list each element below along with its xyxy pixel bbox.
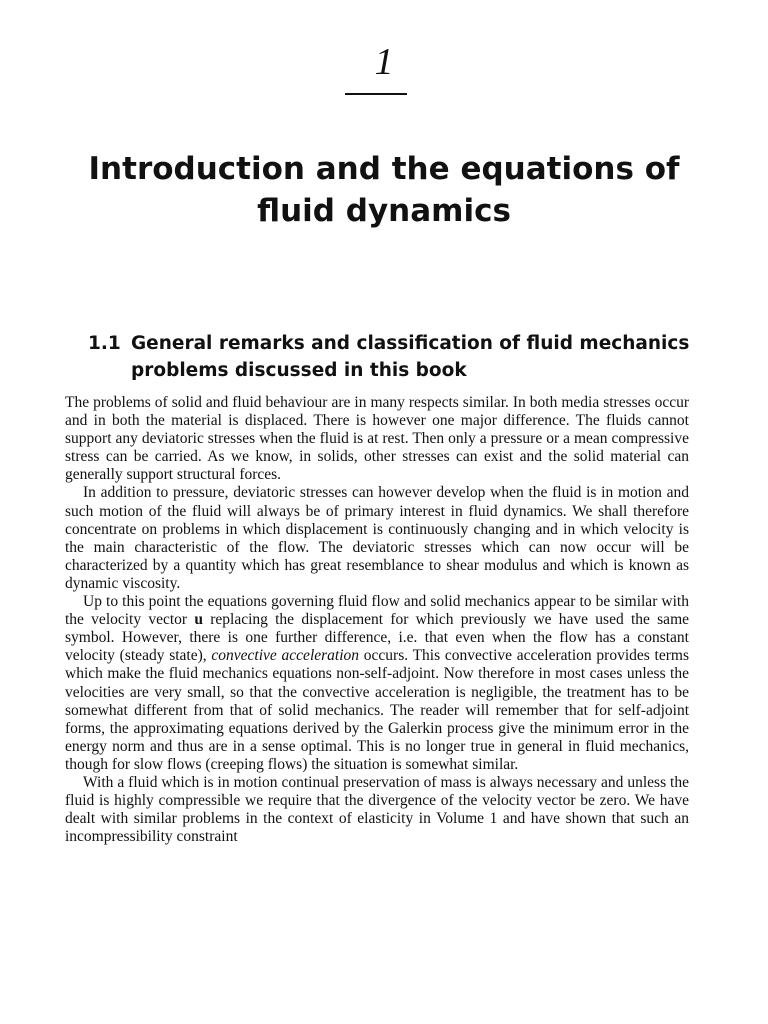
section-heading	[88, 330, 708, 384]
body-text	[65, 394, 689, 846]
paragraph-1: The problems of solid and fluid behaviour are in many respects similar. In both media stresses occur and in both the material is displaced. There is however one major difference. The fluids cannot support any deviatoric stresses when the fluid is at rest. Then only a pressure or a mean compressive stress can be carried. As we know, in solids, other stresses can exist and the solid material can generally support structural forces.	[65, 394, 689, 484]
chapter-rule	[345, 93, 407, 95]
paragraph-3-part-1: Up to this point the equations governing fluid flow and solid mechanics appear to be similar with the velocity vector	[65, 593, 689, 629]
paragraph-3-part-3: occurs. This convective acceleration provides terms which make the fluid mechanics equations non-self-adjoint. Now therefore in most cases unless the velocities are very small, so that the convective acceleration is negligible, the treatment has to be somewhat different from that of solid mechanics. The reader will remember that for self-adjoint forms, the approximating equations derived by the Galerkin process give the minimum error in the energy norm and thus are in a sense optimal. This is no longer true in general in fluid mechanics, though for slow flows (creeping flows) the situation is somewhat similar.	[65, 647, 689, 773]
emphasized-term: convective acceleration	[211, 647, 360, 665]
chapter-title: Introduction and the equations of fluid dynamics	[88, 151, 680, 229]
paragraph-4: With a fluid which is in motion continual preservation of mass is always necessary and unless the fluid is highly compressible we require that the divergence of the velocity vector be zero. We have dealt with similar problems in the context of elasticity in Volume 1 and have shown that such an incompressibility constraint	[65, 773, 689, 846]
paragraph-2: In addition to pressure, deviatoric stresses can however develop when the fluid is in motion and such motion of the fluid will always be of primary interest in fluid dynamics. We shall therefore concentrate on problems in which displacement is continuously changing and in which velocity is the main characteristic of the flow. The deviatoric stresses which can now occur will be characterized by a quantity which has great resemblance to shear modulus and which is known as dynamic viscosity.	[65, 484, 689, 592]
section-title: General remarks and classification of fluid mechanics problems discussed in this book	[131, 333, 690, 381]
section-number: 1.1	[88, 333, 121, 354]
paragraph-3	[65, 593, 689, 774]
velocity-vector-symbol: u	[194, 611, 203, 629]
chapter-number: 1	[374, 41, 394, 83]
paragraph-3-part-2: replacing the displacement for which previously we have used the same symbol. However, there is one further difference, i.e. that even when the flow has a constant velocity (steady state),	[65, 611, 689, 665]
